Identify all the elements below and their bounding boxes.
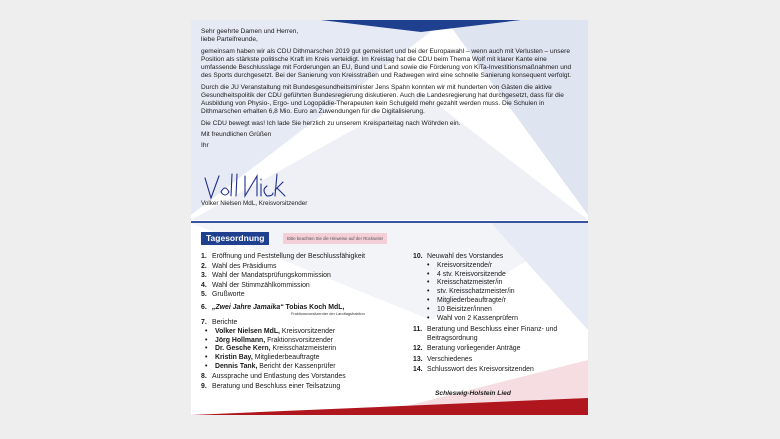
agenda-item: 8. Aussprache und Entlastung des Vorstandes	[201, 373, 346, 381]
agenda-item: 3. Wahl der Mandatsprüfungskommission	[201, 272, 331, 280]
election-subitem: • stv. Kreisschatzmeister/in	[427, 288, 515, 296]
agenda-item: 11. Beratung und Beschluss einer Finanz- und Beitragsordnung	[413, 325, 558, 342]
closing-line-2: Ihr	[201, 142, 209, 149]
report-subitem: • Volker Nielsen MdL, Kreisvorsitzender	[205, 327, 336, 335]
letter-text	[201, 28, 579, 153]
agenda-left-column	[201, 252, 411, 391]
election-subitem: • Wahl von 2 Kassenprüfern	[427, 315, 518, 323]
agenda-right-column	[413, 252, 583, 375]
agenda-item: 4. Wahl der Stimmzählkommission	[201, 281, 310, 289]
agenda-item: 1. Eröffnung und Feststellung der Beschlussfähigkeit	[201, 253, 366, 260]
salutation-line-2: liebe Parteifreunde,	[201, 36, 258, 44]
election-subitem: • Kreisvorsitzende/r	[427, 261, 493, 269]
election-subitem: • Mitgliederbeauftragte/r	[427, 297, 506, 305]
election-subitem: • 10 Beisitzer/innen	[427, 306, 492, 314]
agenda-item: 9. Beratung und Beschluss einer Teilsatzung	[201, 382, 341, 390]
signatory-name: Volker Nielsen MdL, Kreisvorsitzender	[201, 200, 308, 207]
closing-line-1: Mit freundlichen Grüßen	[201, 130, 272, 138]
agenda-title: Tagesordnung	[201, 232, 269, 245]
letter-paragraph-1: gemeinsam haben wir als CDU Dithmarschen 2019 gut gemeistert und bei der Europawahl – wenn auch mit Verlusten – unsere Position als stärkste politische Kraft im Kreis verteidigt. Im Kreistag hat die CDU beim Thema Wolf mit klarer Kante eine umfassende Beschlusslage mit Forderungen an EU, Bund und Land sowie die Förderung von KiTa-Investitionsmaßnahmen und des Sports durchgesetzt. Bei der Sanierung von Kreisstraßen und Radwegen wird eine schnelle Sanierung konsequent verfolgt.	[201, 47, 572, 80]
section-divider	[191, 221, 588, 223]
report-subitem: • Kristin Bay, Mitgliederbeauftragte	[205, 354, 320, 362]
agenda-item: 5. Grußworte	[201, 291, 245, 299]
report-subitem: • Dr. Gesche Kern, Kreisschatzmeisterin	[205, 345, 337, 353]
agenda-item-6-note: Fraktionsvorsitzender der Landtagsfraktion	[291, 310, 365, 316]
agenda-item: 13. Verschiedenes	[413, 355, 473, 363]
agenda-item-10: 10. Neuwahl des Vorstandes	[413, 253, 504, 260]
letter-paragraph-3: Die CDU bewegt was! Ich lade Sie herzlich zu unserem Kreisparteitag nach Wöhrden ein.	[201, 119, 461, 127]
election-subitem: • Kreisschatzmeister/in	[427, 279, 503, 287]
salutation-line-1: Sehr geehrte Damen und Herren,	[201, 28, 299, 35]
agenda-item: 14. Schlusswort des Kreisvorsitzenden	[413, 366, 534, 374]
agenda-note: Bitte beachten Sie die Hinweise auf der Rückseite!	[283, 233, 387, 244]
invitation-page	[191, 20, 588, 415]
election-subitem: • 4 stv. Kreisvorsitzende	[427, 270, 506, 278]
signature-block	[201, 170, 401, 210]
agenda-item-7: 7. Berichte	[201, 319, 238, 327]
agenda-item-6: 6. „Zwei Jahre Jamaika“ Tobias Koch MdL,	[201, 303, 345, 311]
anthem-line: Schleswig-Holstein Lied	[435, 390, 511, 397]
handwritten-signature	[201, 170, 291, 202]
letter-paragraph-2: Durch die JU Veranstaltung mit Bundesgesundheitsminister Jens Spahn konnten wir mit hunderten von Gästen die aktive Gesundheitspolitik der CDU geführten Bundesregierung diskutieren. Auch die Landesregierung hat durchgesetzt, dass für die Ausbildung von Physio-, Ergo- und Logopädie-Therapeuten kein Schulgeld mehr gezahlt werden muss. Die Schulen in Dithmarschen erhalten 6,8 Mio. Euro an Zuwendungen für die Digitalisierung.	[201, 83, 564, 116]
agenda-item: 12. Beratung vorliegender Anträge	[413, 345, 521, 353]
report-subitem: • Jörg Hollmann, Fraktionsvorsitzender	[205, 336, 333, 344]
agenda-item: 2. Wahl des Präsidiums	[201, 262, 277, 270]
report-subitem: • Dennis Tank, Bericht der Kassenprüfer	[205, 363, 336, 371]
